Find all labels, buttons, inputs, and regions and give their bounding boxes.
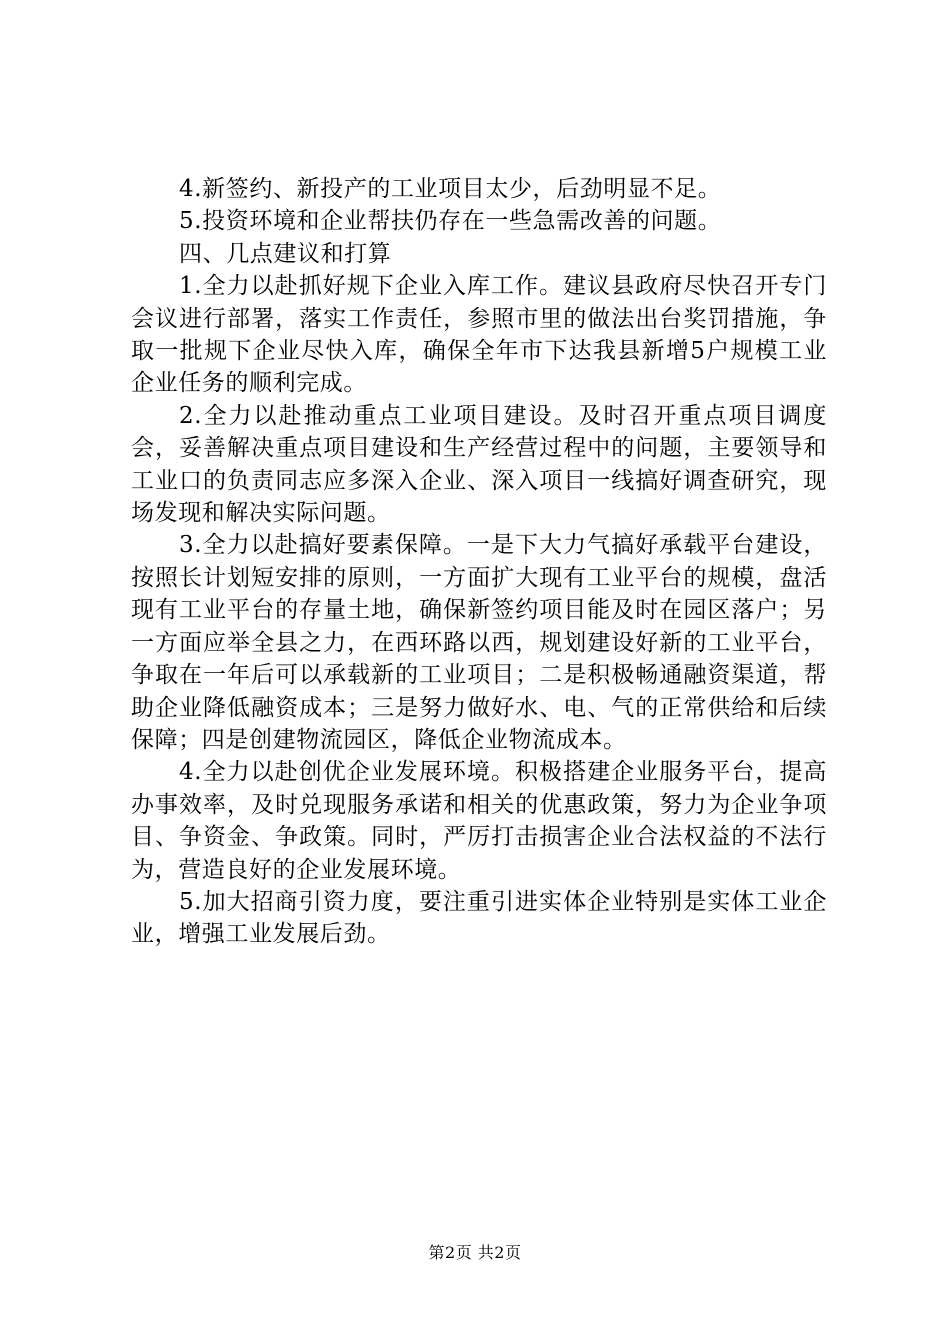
- paragraph-suggestion-1: 1.全力以赴抓好规下企业入库工作。建议县政府尽快召开专门会议进行部署，落实工作责任，参照市里的做法出台奖罚措施，争取一批规下企业尽快入库，确保全年市下达我县新增5户规模工业企业任务的顺利完成。: [131, 273, 827, 397]
- paragraph-issue-4: 4.新签约、新投产的工业项目太少，后劲明显不足。: [179, 176, 722, 202]
- paragraph-issue-5: 5.投资环境和企业帮扶仍存在一些急需改善的问题。: [179, 208, 722, 235]
- paragraph-suggestion-2: 2.全力以赴推动重点工业项目建设。及时召开重点项目调度会，妥善解决重点项目建设和生产经营过程中的问题，主要领导和工业口的负责同志应多深入企业、深入项目一线搞好调查研究，现场发现和解决实际问题。: [131, 402, 827, 527]
- paragraph-suggestion-5: 5.加大招商引资力度，要注重引进实体企业特别是实体工业企业，增强工业发展后劲。: [131, 888, 827, 948]
- paragraph-suggestion-4: 4.全力以赴创优企业发展环境。积极搭建企业服务平台，提高办事效率，及时兑现服务承诺和相关的优惠政策，努力为企业争项目、争资金、争政策。同时，严厉打击损害企业合法权益的不法行为，营造良好的企业发展环境。: [131, 759, 827, 883]
- section-heading-suggestions: 四、几点建议和打算: [179, 240, 392, 267]
- page-number-footer: 第2页 共2页: [428, 1243, 522, 1262]
- document-body: [131, 173, 827, 951]
- paragraph-suggestion-3: 3.全力以赴搞好要素保障。一是下大力气搞好承载平台建设，按照长计划短安排的原则，一方面扩大现有工业平台的规模，盘活现有工业平台的存量土地，确保新签约项目能及时在园区落户；另一方面应举全县之力，在西环路以西，规划建设好新的工业平台，争取在一年后可以承载新的工业项目；二是积极畅通融资渠道，帮助企业降低融资成本；三是努力做好水、电、气的正常供给和后续保障；四是创建物流园区，降低企业物流成本。: [131, 532, 827, 753]
